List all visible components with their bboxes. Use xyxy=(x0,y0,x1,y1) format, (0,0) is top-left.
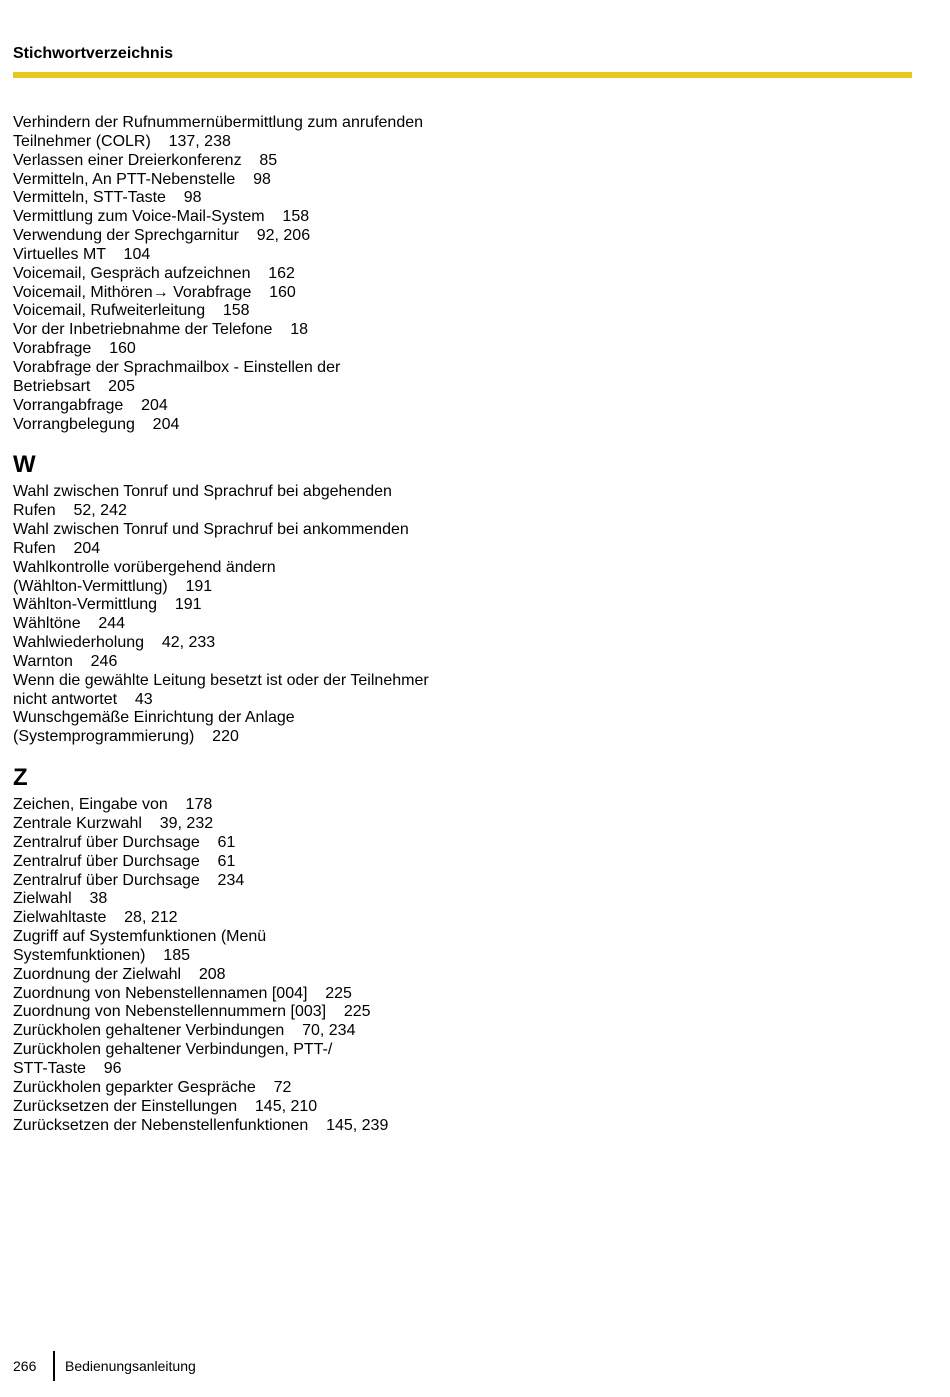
page-footer xyxy=(13,1351,196,1381)
index-entry: Vermitteln, An PTT-Nebenstelle 98 xyxy=(13,170,271,188)
index-entry: Voicemail, Mithören→ Vorabfrage 160 xyxy=(13,283,296,301)
index-entry: Rufen 52, 242 xyxy=(13,502,127,520)
index-entry: Rufen 204 xyxy=(13,539,101,557)
document-title: Bedienungsanleitung xyxy=(65,1358,196,1374)
index-entry: Vorabfrage der Sprachmailbox - Einstellen der xyxy=(13,358,341,376)
page-number: 266 xyxy=(13,1358,37,1374)
index-entry: Vermitteln, STT-Taste 98 xyxy=(13,189,202,207)
index-body xyxy=(13,114,613,1135)
index-entry: Zurücksetzen der Nebenstellenfunktionen 145, 239 xyxy=(13,1116,389,1134)
index-entry: Zuordnung der Zielwahl 208 xyxy=(13,965,226,983)
index-entry: Voicemail, Gespräch aufzeichnen 162 xyxy=(13,264,295,282)
index-section xyxy=(13,764,613,1135)
index-entry: Teilnehmer (COLR) 137, 238 xyxy=(13,132,231,150)
index-entry: Zurücksetzen der Einstellungen 145, 210 xyxy=(13,1097,318,1115)
index-entry: Verhindern der Rufnummernübermittlung zum anrufenden xyxy=(13,114,424,131)
index-entry: Warnton 246 xyxy=(13,652,118,670)
index-entry: Voicemail, Rufweiterleitung 158 xyxy=(13,302,250,320)
index-entry: Vorabfrage 160 xyxy=(13,340,136,358)
index-entry: (Wählton-Vermittlung) 191 xyxy=(13,577,213,595)
index-entry: Vor der Inbetriebnahme der Telefone 18 xyxy=(13,321,309,339)
index-entry: Wählton-Vermittlung 191 xyxy=(13,596,202,614)
index-entry: Vermittlung zum Voice-Mail-System 158 xyxy=(13,208,310,226)
index-entry: Wähltöne 244 xyxy=(13,615,126,633)
index-entry: Zuordnung von Nebenstellennamen [004] 225 xyxy=(13,984,352,1002)
section-letter-heading: Z xyxy=(13,764,28,792)
index-entry: Zuordnung von Nebenstellennummern [003] 225 xyxy=(13,1003,371,1021)
index-entry: STT-Taste 96 xyxy=(13,1059,122,1077)
index-entry: Zeichen, Eingabe von 178 xyxy=(13,796,213,814)
index-section xyxy=(13,451,613,747)
section-letter-heading: W xyxy=(13,451,36,479)
index-entry: Zurückholen geparkter Gespräche 72 xyxy=(13,1078,292,1096)
index-entry: Zielwahltaste 28, 212 xyxy=(13,909,178,927)
index-entry: Zurückholen gehaltener Verbindungen 70, 234 xyxy=(13,1022,356,1040)
index-entry: Zentralruf über Durchsage 61 xyxy=(13,852,236,870)
index-entry: (Systemprogrammierung) 220 xyxy=(13,728,239,746)
index-entry: Betriebsart 205 xyxy=(13,377,135,395)
index-entry: Wahl zwischen Tonruf und Sprachruf bei abgehenden xyxy=(13,483,392,501)
index-entry: Verlassen einer Dreierkonferenz 85 xyxy=(13,151,278,169)
index-entry: Vorrangbelegung 204 xyxy=(13,415,180,433)
index-entry: Wahlkontrolle vorübergehend ändern xyxy=(13,558,276,576)
index-entry: nicht antwortet 43 xyxy=(13,690,153,708)
index-entry: Wunschgemäße Einrichtung der Anlage xyxy=(13,709,295,727)
index-entry: Systemfunktionen) 185 xyxy=(13,946,190,964)
index-entry: Wahlwiederholung 42, 233 xyxy=(13,634,216,652)
index-entry: Zentralruf über Durchsage 234 xyxy=(13,871,245,889)
page-title: Stichwortverzeichnis xyxy=(13,45,174,62)
header-rule xyxy=(13,72,912,78)
index-entry: Wenn die gewählte Leitung besetzt ist oder der Teilnehmer xyxy=(13,671,429,689)
footer-divider xyxy=(53,1351,55,1381)
index-entry: Wahl zwischen Tonruf und Sprachruf bei ankommenden xyxy=(13,521,409,539)
index-entry: Vorrangabfrage 204 xyxy=(13,396,168,414)
index-entry: Zurückholen gehaltener Verbindungen, PTT-/ xyxy=(13,1041,333,1059)
index-section xyxy=(13,114,613,434)
index-entry: Zugriff auf Systemfunktionen (Menü xyxy=(13,928,267,946)
index-entry: Zielwahl 38 xyxy=(13,890,108,908)
index-entry: Zentrale Kurzwahl 39, 232 xyxy=(13,815,214,832)
index-entry: Virtuelles MT 104 xyxy=(13,245,151,263)
index-entry: Verwendung der Sprechgarnitur 92, 206 xyxy=(13,227,311,245)
index-entry: Zentralruf über Durchsage 61 xyxy=(13,833,236,851)
